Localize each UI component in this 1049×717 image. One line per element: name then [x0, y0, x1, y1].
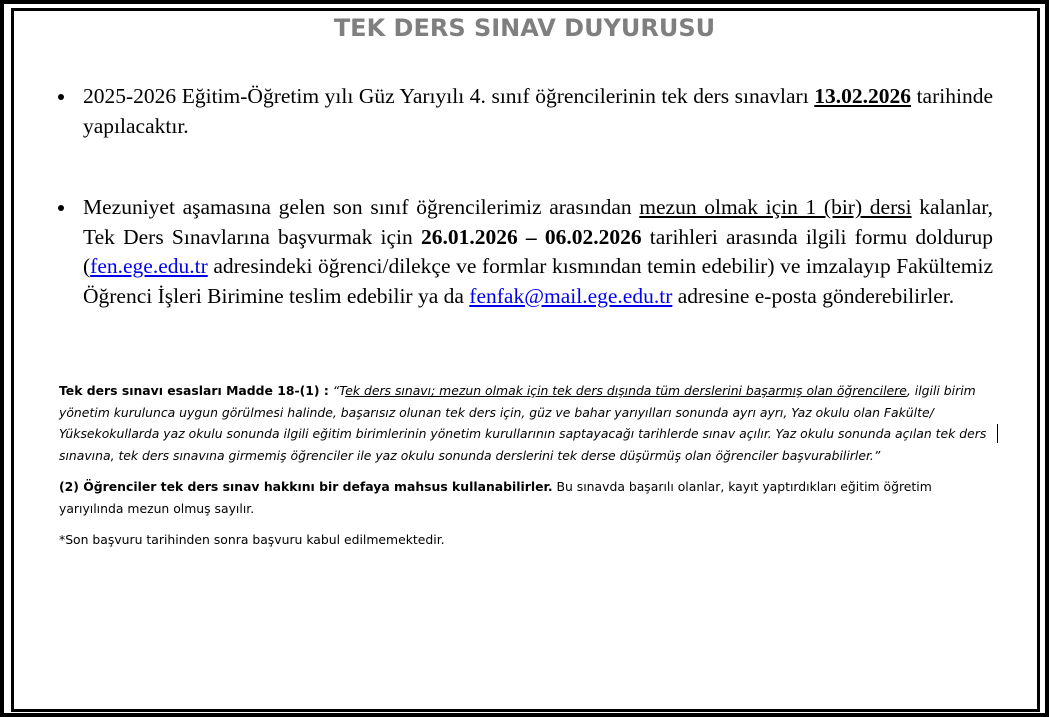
- page-title: TEK DERS SINAV DUYURUSU: [333, 14, 716, 42]
- bullet2-text-c: tarihleri arasında ilgili formu doldurup (: [83, 224, 993, 278]
- bullet1-text-a: 2025-2026 Eğitim-Öğretim yılı Güz Yarıyılı 4. sınıf öğrencilerinin tek ders sınavları: [83, 84, 815, 108]
- regulation-quote-underlined: ek ders sınavı; mezun olmak için tek ders dışında tüm derslerini başarmış olan öğrencilere: [345, 383, 907, 398]
- bullet-icon: [58, 94, 64, 100]
- bullet-icon: [58, 205, 64, 211]
- deadline-note: *Son başvuru tarihinden sonra başvuru kabul edilmemektedir.: [59, 532, 445, 547]
- bullet2-text-e: adresine e-posta gönderebilirler.: [672, 283, 955, 308]
- regulation-heading: Tek ders sınavı esasları Madde 18-(1) :: [59, 383, 329, 398]
- application-date-range: 26.01.2026 – 06.02.2026: [420, 224, 642, 249]
- regulation-quote-open: “T: [328, 383, 346, 398]
- faculty-email-link[interactable]: fenfak@mail.ege.edu.tr: [469, 283, 673, 308]
- bullet1-text-b: tarihinde yapılacaktır.: [83, 84, 994, 138]
- bullet2-text-b: kalanlar, Tek Ders Sınavlarına başvurmak için: [83, 195, 993, 249]
- list-item: [56, 193, 993, 311]
- list-item: [56, 82, 993, 141]
- bullet2-text-d: adresindeki öğrenci/dilekçe ve formlar kısmından temin edebilir) ve imzalayıp Fakültemiz Öğrenci İşleri Birimine teslim edebilir ya da: [83, 254, 993, 308]
- faculty-website-link[interactable]: fen.ege.edu.tr: [90, 254, 208, 278]
- regulation-item2-bold: (2) Öğrenciler tek ders sınav hakkını bir defaya mahsus kullanabilirler.: [59, 479, 553, 494]
- regulation-quote-rest: , ilgili birim yönetim kurulunca uygun görülmesi halinde, başarısız olunan tek ders için, güz ve bahar yarıyılları sonunda ayrı ayrı, Yaz okulu olan Fakülte/ Yüksekokullarda yaz okulu sonunda ilgili eğitim birimlerinin yönetim kurullarının saptayacağı tarihlerde sınav açılır. Yaz okulu sonunda açılan tek ders sınavına, tek ders sınavına girmemiş öğrenciler ile yaz okulu sonunda derslerini tek derse düşürmüş olan öğrenciler başvurabilirler.”: [59, 383, 987, 463]
- regulation-article-18: [59, 380, 999, 466]
- regulation-item-2: [59, 476, 999, 519]
- bullet2-text-a: Mezuniyet aşamasına gelen son sınıf öğrencilerimiz arasından: [83, 195, 640, 219]
- announcement-list: [56, 82, 993, 311]
- text-cursor: [997, 424, 998, 443]
- eligibility-underlined: mezun olmak için 1 (bir) dersi: [639, 195, 912, 219]
- regulation-item2-rest: Bu sınavda başarılı olanlar, kayıt yaptırdıkları eğitim öğretim yarıyılında mezun olmuş sayılır.: [59, 479, 932, 516]
- exam-date: 13.02.2026: [814, 84, 912, 108]
